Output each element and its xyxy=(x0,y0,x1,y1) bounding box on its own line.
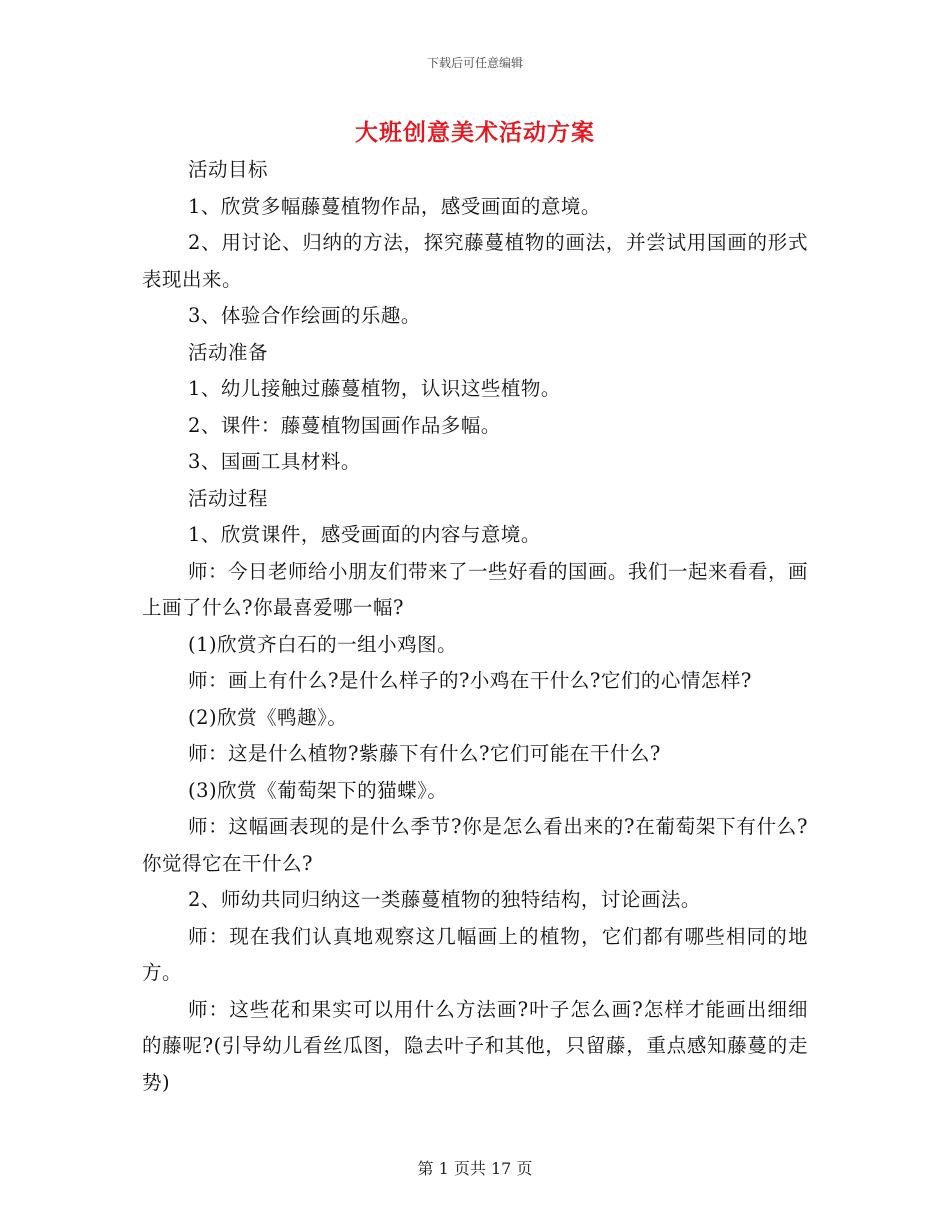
paragraph: (3)欣赏《葡萄架下的猫蝶》。 xyxy=(188,778,448,802)
paragraph: 1、欣赏课件，感受画面的内容与意境。 xyxy=(188,523,541,546)
paragraph: 1、幼儿接触过藤蔓植物，认识这些植物。 xyxy=(188,377,561,400)
paragraph: 师：这些花和果实可以用什么方法画?叶子怎么画?怎样才能画出细细的藤呢?(引导幼儿看丝瓜图，隐去叶子和其他，只留藤，重点感知藤蔓的走势) xyxy=(142,997,808,1094)
paragraph: 3、体验合作绘画的乐趣。 xyxy=(188,304,421,327)
paragraph: (2)欣赏《鸭趣》。 xyxy=(188,705,348,729)
paragraph: 2、用讨论、归纳的方法，探究藤蔓植物的画法，并尝试用国画的形式表现出来。 xyxy=(142,231,808,291)
paragraph: 师：这幅画表现的是什么季节?你是怎么看出来的?在葡萄架下有什么?你觉得它在干什么? xyxy=(142,815,808,875)
paragraph: 3、国画工具材料。 xyxy=(188,450,361,473)
page-number: 第 1 页共 17 页 xyxy=(417,1159,533,1178)
paragraph: 师：这是什么植物?紫藤下有什么?它们可能在干什么? xyxy=(188,742,661,765)
paragraph: (1)欣赏齐白石的一组小鸡图。 xyxy=(188,632,458,656)
paragraph: 师：现在我们认真地观察这几幅画上的植物，它们都有哪些相同的地方。 xyxy=(142,924,808,984)
paragraph: 师：画上有什么?是什么样子的?小鸡在干什么?它们的心情怎样? xyxy=(188,669,752,692)
paragraph: 2、师幼共同归纳这一类藤蔓植物的独特结构，讨论画法。 xyxy=(188,888,701,911)
paragraph: 2、课件：藤蔓植物国画作品多幅。 xyxy=(188,413,501,437)
document-title: 大班创意美术活动方案 xyxy=(355,119,595,146)
section-heading-preparation: 活动准备 xyxy=(188,340,269,364)
paragraph: 1、欣赏多幅藤蔓植物作品，感受画面的意境。 xyxy=(188,194,601,218)
section-heading-goals: 活动目标 xyxy=(188,158,269,181)
section-heading-process: 活动过程 xyxy=(188,486,269,510)
document-body xyxy=(142,152,808,1101)
paragraph: 师：今日老师给小朋友们带来了一些好看的国画。我们一起来看看，画上画了什么?你最喜爱哪一幅? xyxy=(142,559,809,619)
page-header-note: 下载后可任意编辑 xyxy=(426,56,523,70)
